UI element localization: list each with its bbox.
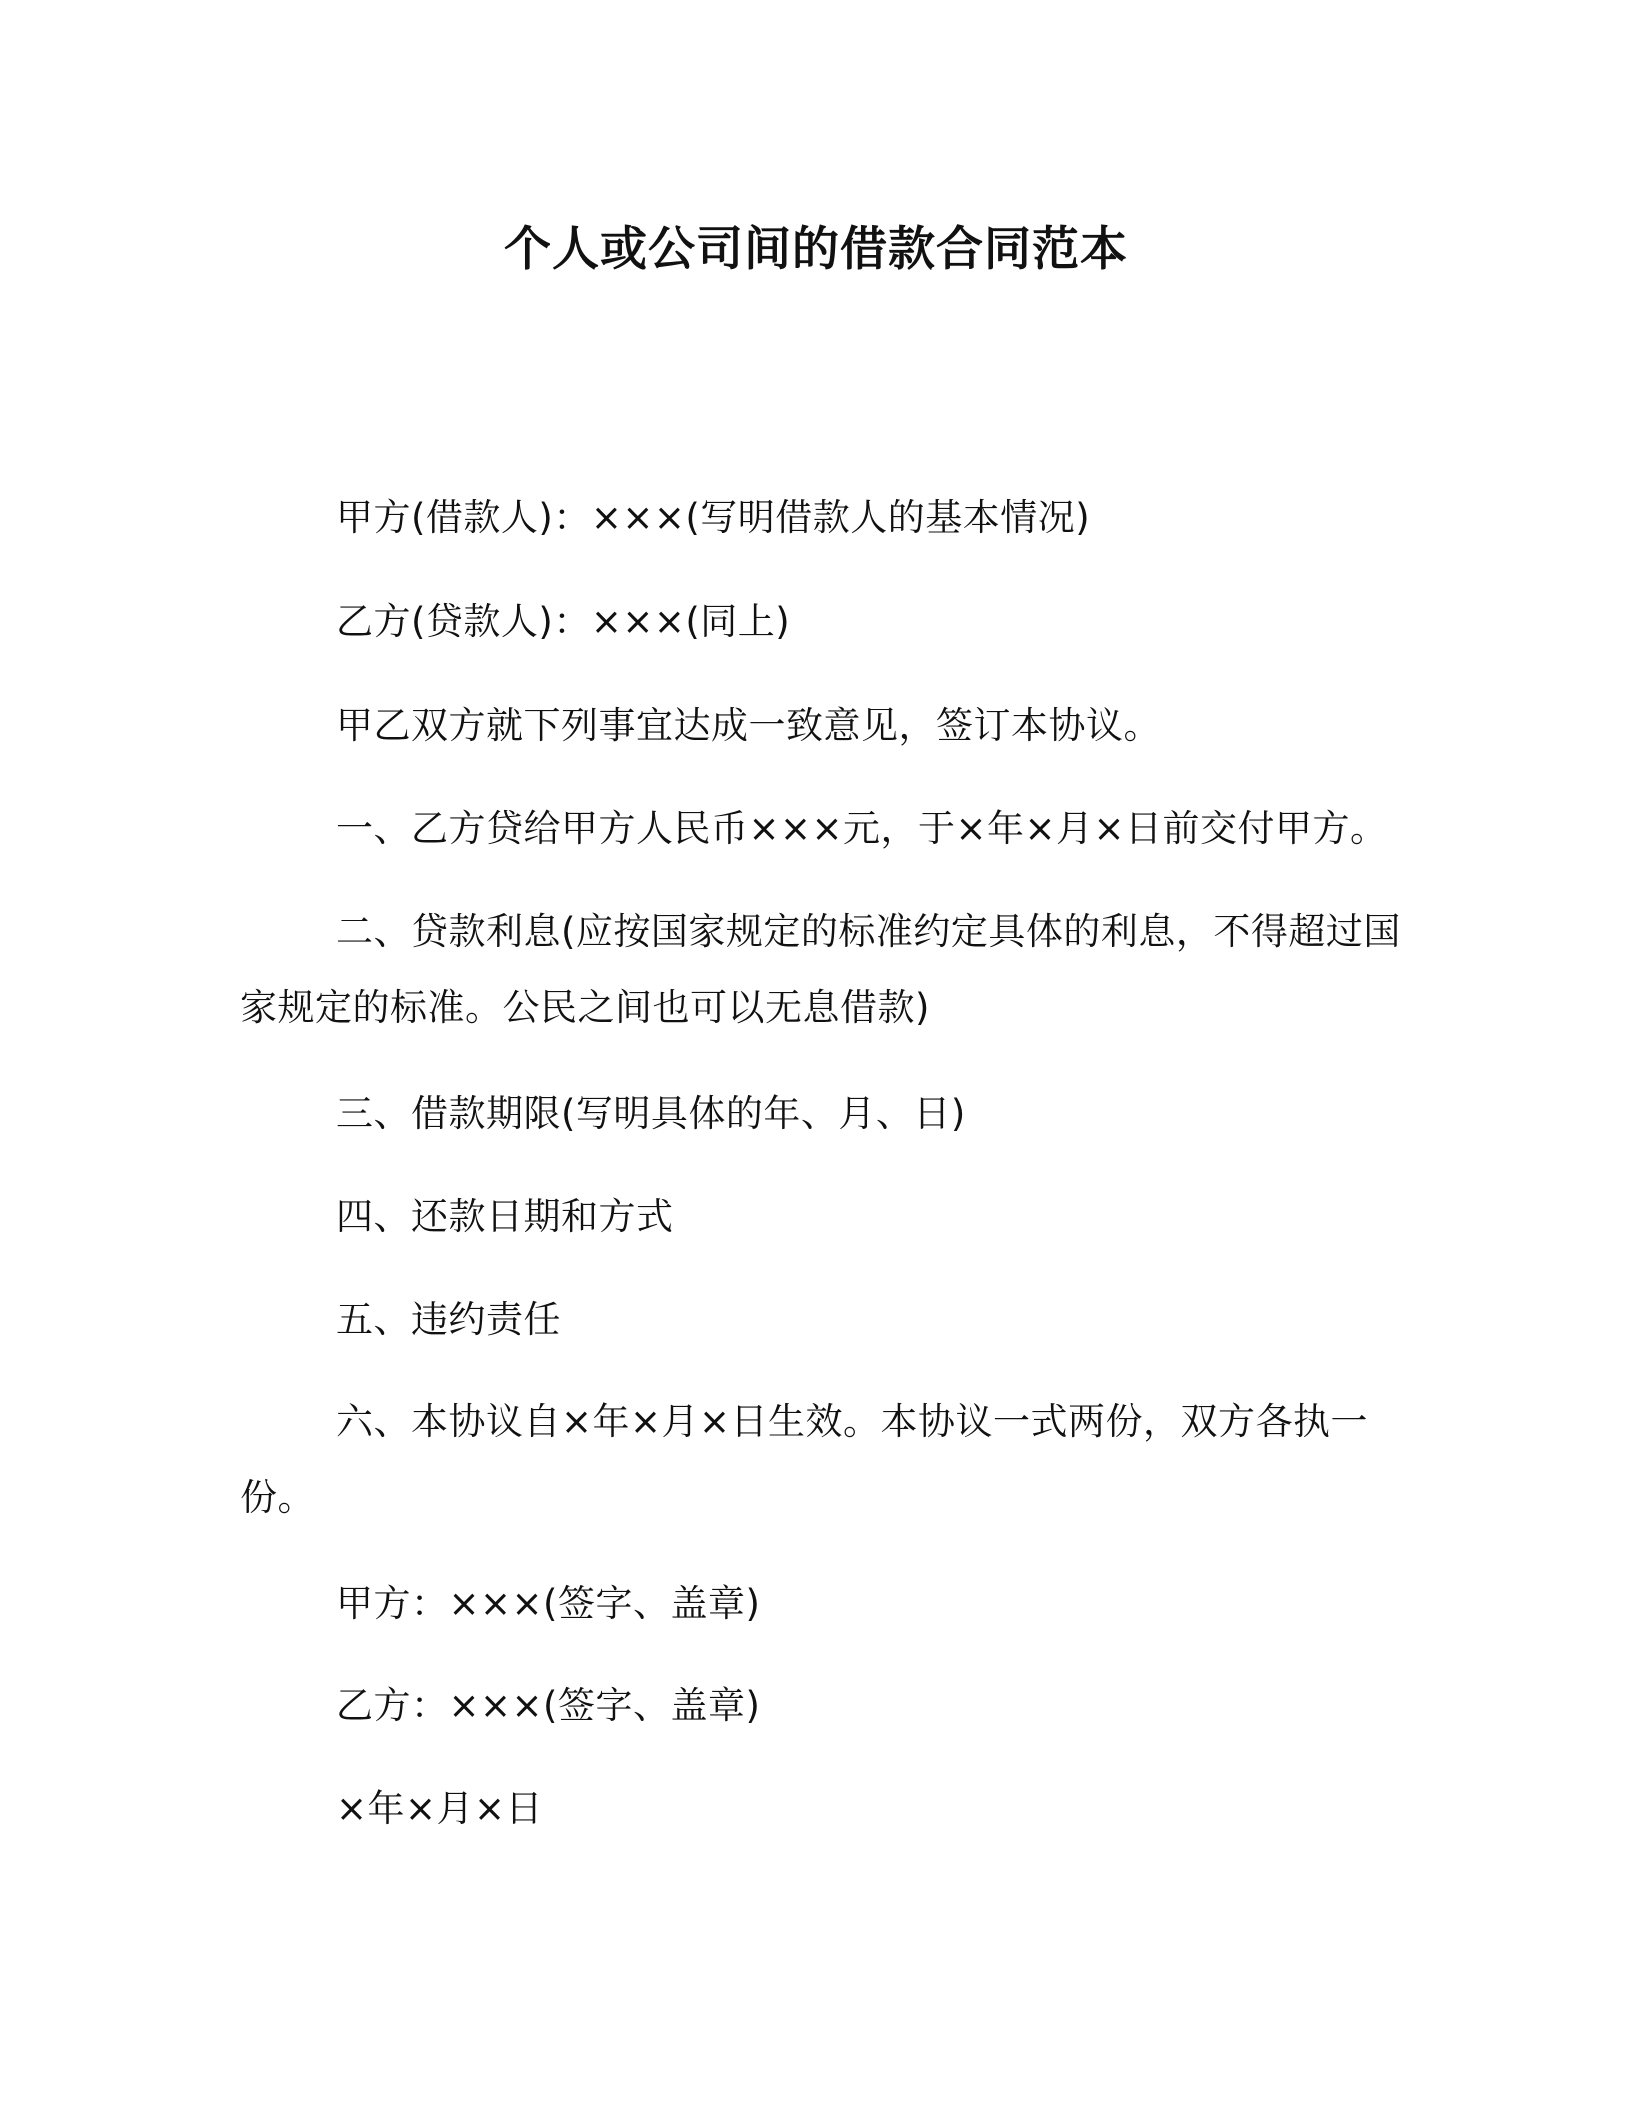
clause-6: 六、本协议自×年×月×日生效。本协议一式两份，双方各执一份。 (240, 1400, 1369, 1519)
party-a-line: 甲方(借款人)：×××(写明借款人的基本情况) (336, 496, 1091, 539)
clause-4: 四、还款日期和方式 (336, 1195, 674, 1238)
party-b-line: 乙方(贷款人)：×××(同上) (336, 600, 791, 643)
document-title: 个人或公司间的借款合同范本 (504, 222, 1128, 277)
clause-5: 五、违约责任 (336, 1298, 561, 1341)
signing-date: ×年×月×日 (336, 1787, 544, 1830)
clause-2: 二、贷款利息(应按国家规定的标准约定具体的利息，不得超过国家规定的标准。公民之间也可以无息借款) (240, 910, 1401, 1029)
clause-3: 三、借款期限(写明具体的年、月、日) (336, 1092, 966, 1135)
agreement-intro: 甲乙双方就下列事宜达成一致意见，签订本协议。 (336, 704, 1161, 747)
party-b-signature: 乙方：×××(签字、盖章) (336, 1684, 761, 1727)
party-a-signature: 甲方：×××(签字、盖章) (336, 1582, 761, 1625)
clause-1: 一、乙方贷给甲方人民币×××元，于×年×月×日前交付甲方。 (336, 807, 1388, 850)
